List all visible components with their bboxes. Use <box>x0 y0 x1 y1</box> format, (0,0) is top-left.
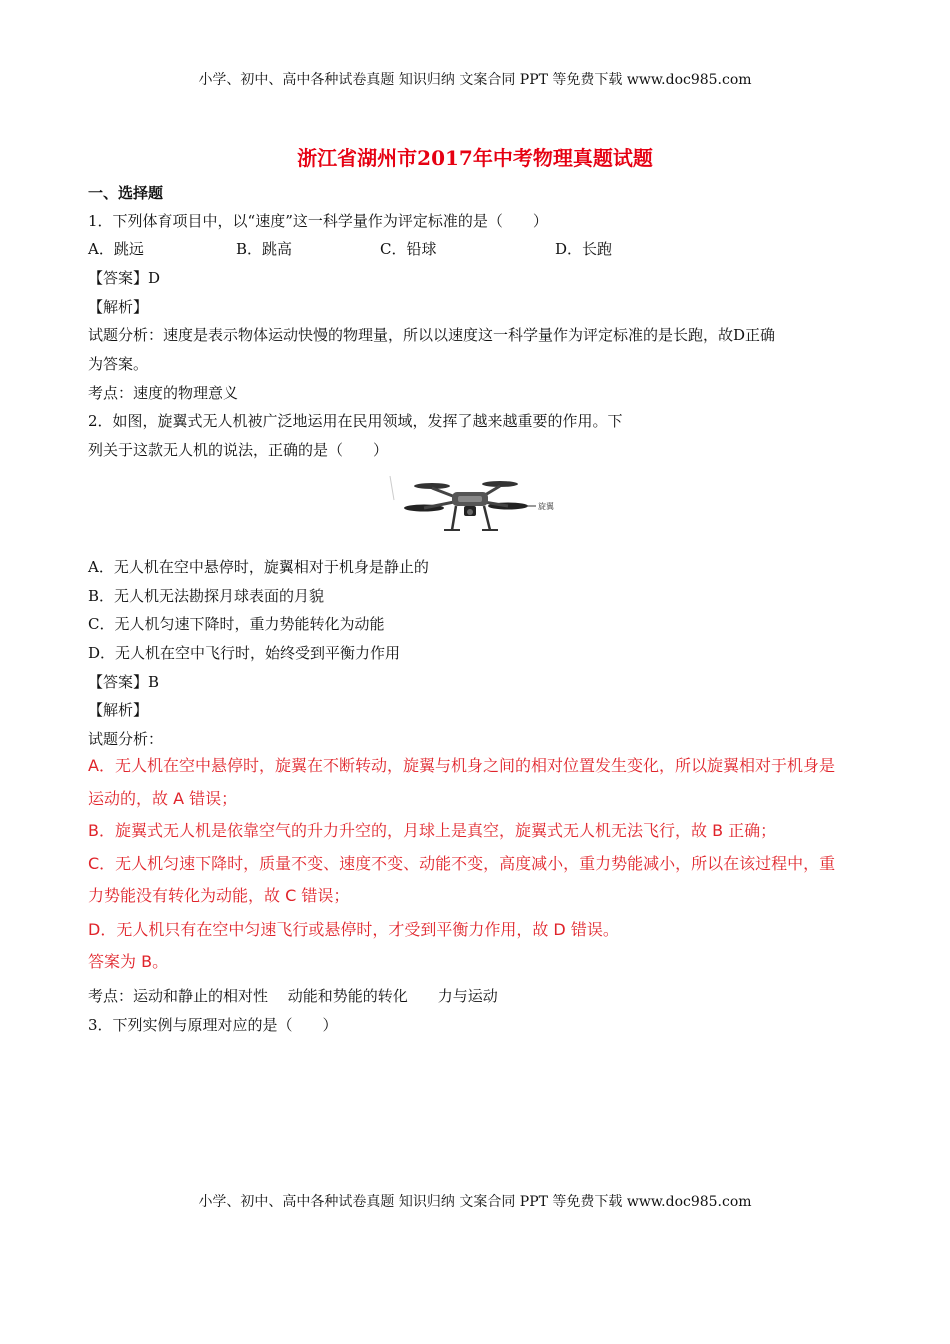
q2-analysis-intro: 试题分析： <box>88 730 164 748</box>
q2-red-line-5: 力势能没有转化为动能，故 C 错误； <box>88 886 350 905</box>
q2-red-line-7: 答案为 B。 <box>88 952 169 971</box>
drone-icon <box>390 476 536 530</box>
q1-analysis-line-2: 为答案。 <box>88 355 149 373</box>
q2-red-line-4: C．无人机匀速下降时，质量不变、速度不变、动能不变，高度减小，重力势能减小，所以在该过程中，重 <box>88 854 836 873</box>
q1-option-b: B．跳高 <box>236 240 293 258</box>
q1-option-a: A．跳远 <box>88 240 144 258</box>
section-heading: 一、选择题 <box>88 184 164 202</box>
q2-red-line-2: 运动的，故 A 错误； <box>88 789 238 808</box>
q2-red-line-3: B．旋翼式无人机是依靠空气的升力升空的，月球上是真空，旋翼式无人机无法飞行，故 B 正确； <box>88 821 777 840</box>
q1-option-d: D．长跑 <box>555 240 613 258</box>
page-header: 小学、初中、高中各种试卷真题 知识归纳 文案合同 PPT 等免费下载 www.doc985.com <box>198 72 752 88</box>
q2-kaodian: 考点：运动和静止的相对性 动能和势能的转化 力与运动 <box>88 987 498 1005</box>
q2-stem-line-1: 2．如图，旋翼式无人机被广泛地运用在民用领域，发挥了越来越重要的作用。下 <box>88 412 623 430</box>
q2-stem-line-2: 列关于这款无人机的说法，正确的是（ ） <box>88 441 389 459</box>
page-title: 浙江省湖州市2017年中考物理真题试题 <box>297 146 653 170</box>
q2-analysis-label: 【解析】 <box>88 701 149 719</box>
q2-answer: 【答案】B <box>88 673 160 691</box>
q2-option-a: A．无人机在空中悬停时，旋翼相对于机身是静止的 <box>88 558 429 576</box>
drone-figure <box>380 472 580 548</box>
q2-option-d: D．无人机在空中飞行时，始终受到平衡力作用 <box>88 644 401 662</box>
q2-option-b: B．无人机无法勘探月球表面的月貌 <box>88 587 325 605</box>
q2-red-line-1: A．无人机在空中悬停时，旋翼在不断转动，旋翼与机身之间的相对位置发生变化，所以旋翼相对于机身是 <box>88 756 835 775</box>
q1-kaodian: 考点：速度的物理意义 <box>88 384 239 402</box>
q2-red-line-6: D．无人机只有在空中匀速飞行或悬停时，才受到平衡力作用，故 D 错误。 <box>88 920 619 939</box>
q2-option-c: C．无人机匀速下降时，重力势能转化为动能 <box>88 615 385 633</box>
page-footer: 小学、初中、高中各种试卷真题 知识归纳 文案合同 PPT 等免费下载 www.doc985.com <box>198 1194 752 1210</box>
drone-figure-label: 旋翼 <box>538 502 554 511</box>
q1-answer: 【答案】D <box>88 269 161 287</box>
q1-stem: 1．下列体育项目中，以“速度”这一科学量作为评定标准的是（ ） <box>88 212 548 230</box>
q3-stem: 3．下列实例与原理对应的是（ ） <box>88 1016 338 1034</box>
q1-option-c: C．铅球 <box>380 240 437 258</box>
q1-analysis-label: 【解析】 <box>88 298 149 316</box>
q1-analysis-line-1: 试题分析：速度是表示物体运动快慢的物理量，所以以速度这一科学量作为评定标准的是长跑，故D正确 <box>88 326 776 344</box>
